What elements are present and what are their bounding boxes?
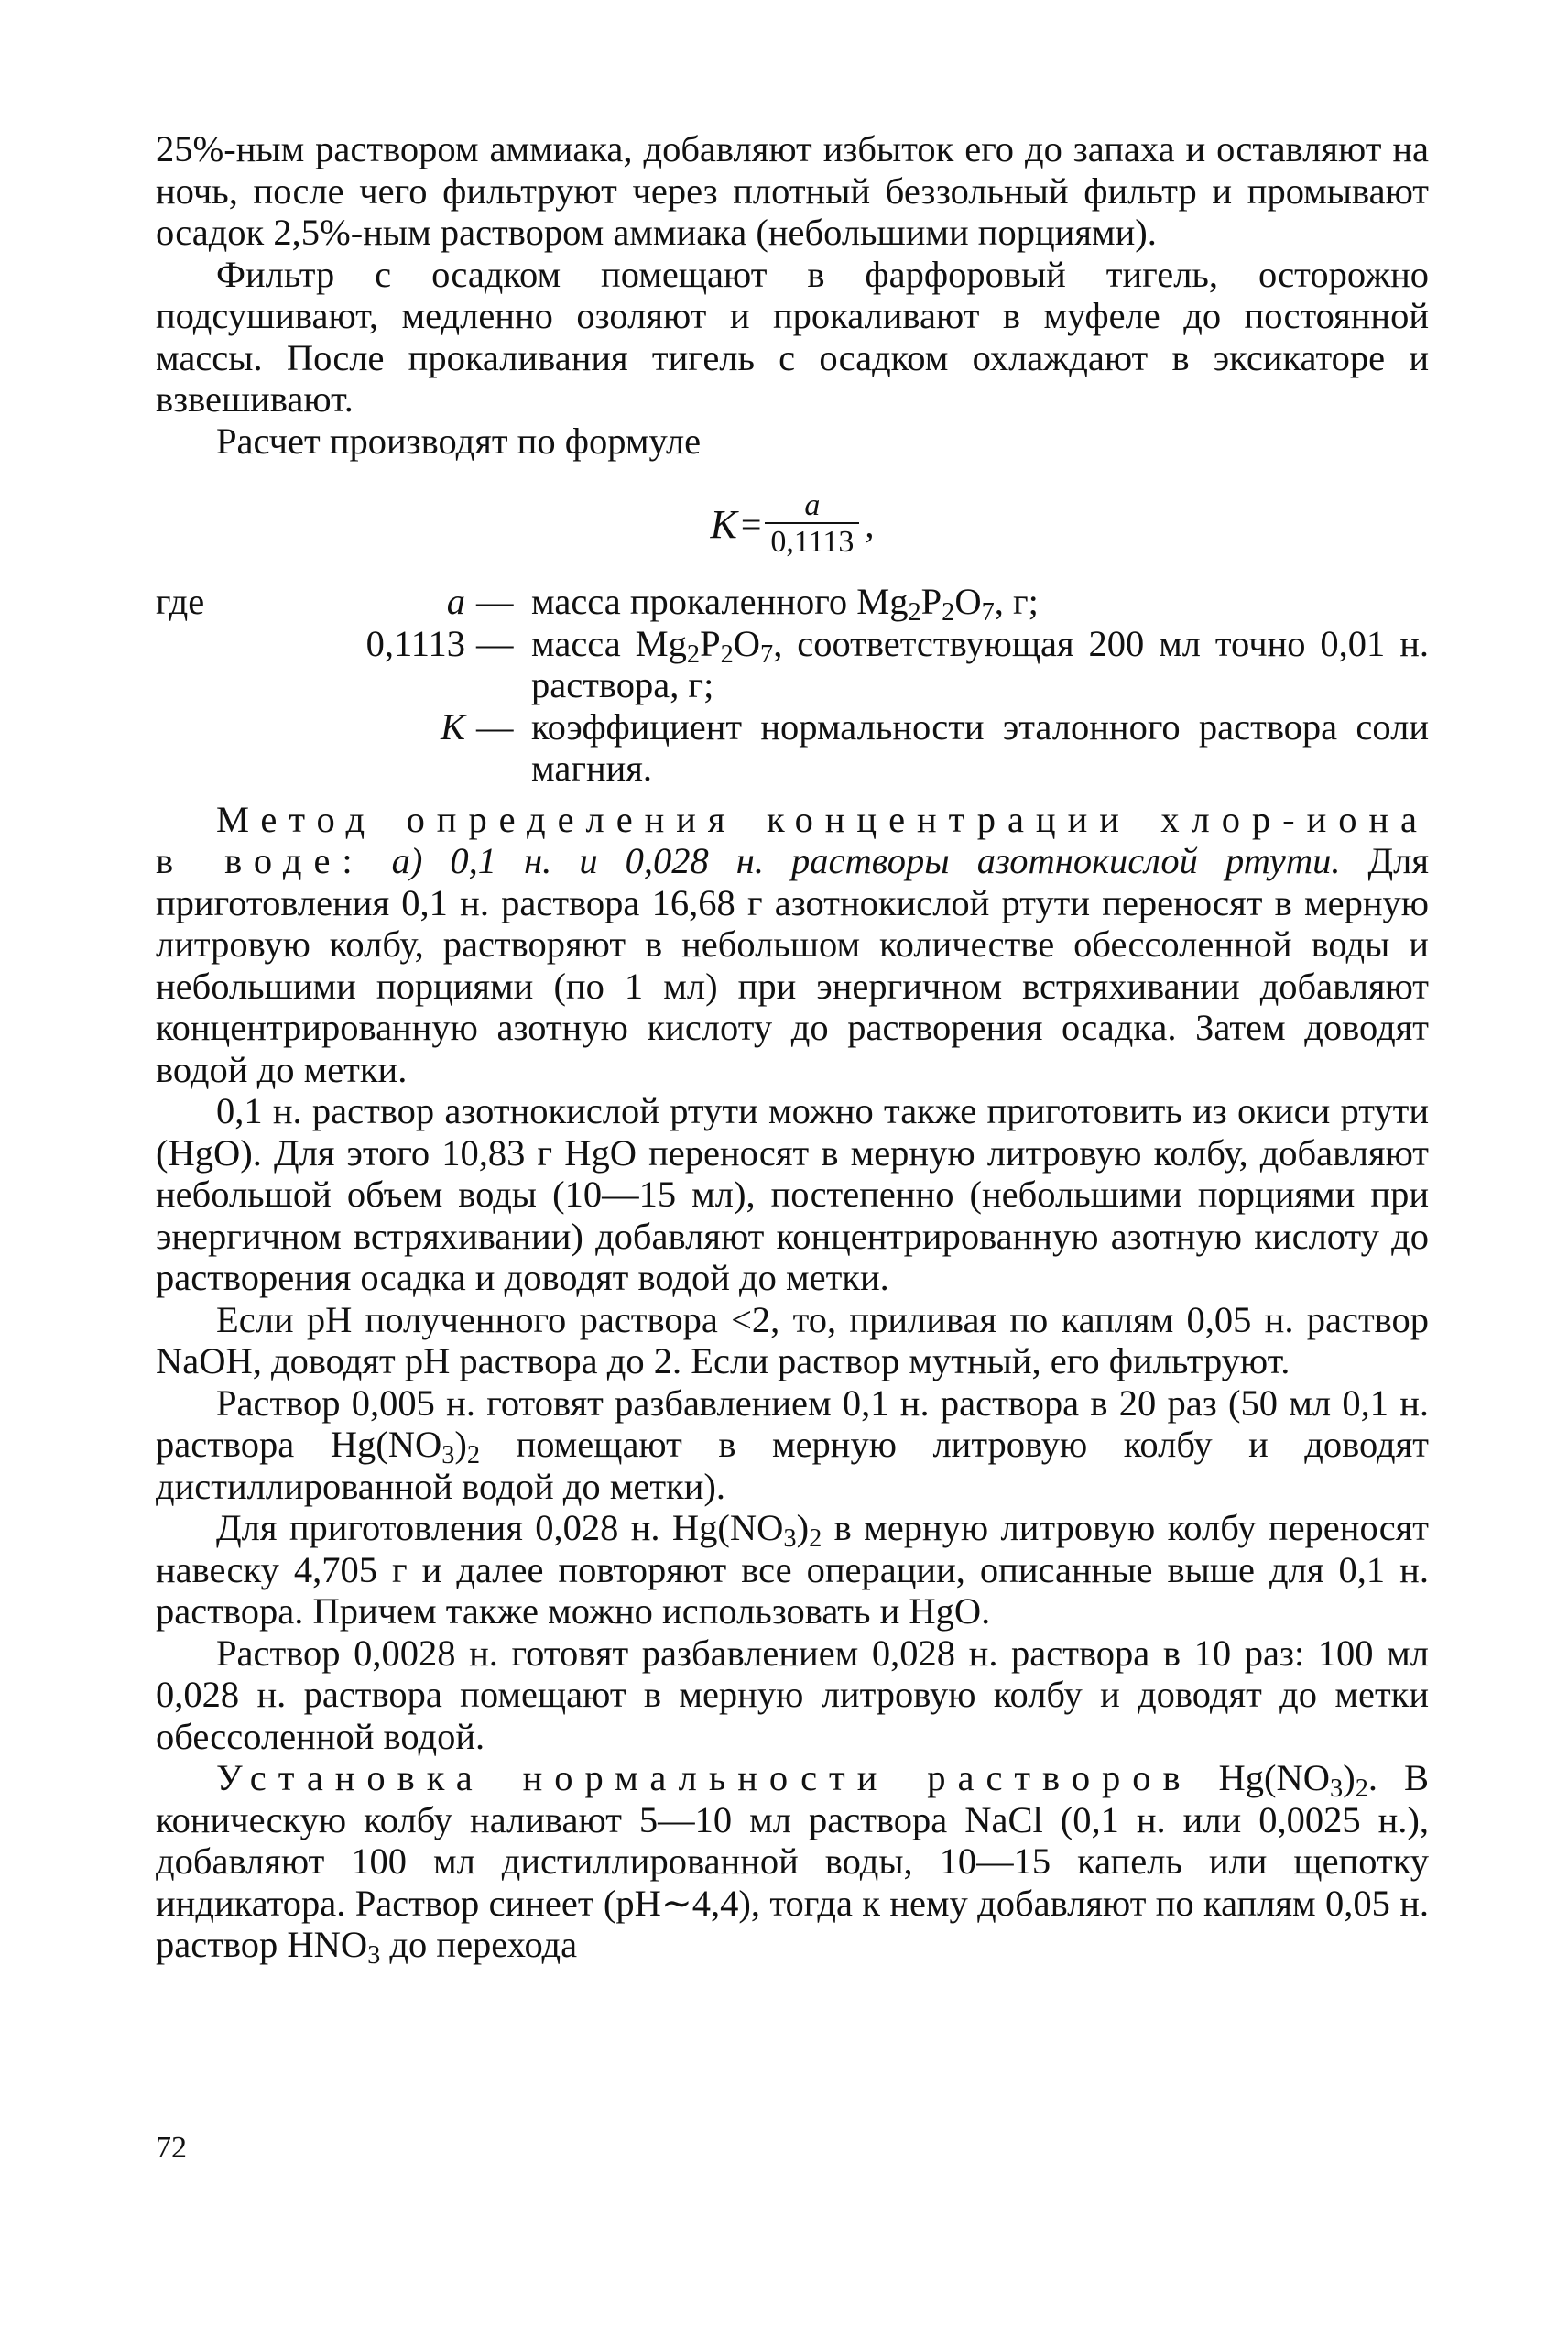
formula-comma: , bbox=[865, 504, 875, 546]
paragraph-ph: Если pH полученного раствора <2, то, приливая по каплям 0,05 н. раствор NaOH, доводят pH раствора до 2. Если раствор мутный, его фильтруют. bbox=[156, 1298, 1429, 1381]
definition-desc: масса прокаленного $Mg_2P_2O_7$, г; bbox=[531, 581, 1039, 628]
page-number: 72 bbox=[156, 2131, 187, 2165]
definition-term: K bbox=[440, 705, 465, 748]
section-heading: Установка нормальности растворов bbox=[216, 1757, 1192, 1798]
definition-desc: масса $Mg_2P_2O_7$, соответствующая 200 мл точно 0,01 н. раствора, г; bbox=[531, 622, 1429, 705]
paragraph-0028: Для приготовления 0,028 н. $Hg(NO_3)_2$ в мерную литровую колбу переносят навеску 4,705 г и далее повторяют все операции, описанные выше для 0,1 н. раствора. Причем также можно использовать и HgO. bbox=[156, 1507, 1430, 1632]
paragraph-2: Фильтр с осадком помещают в фарфоровый тигель, осторожно подсушивают, медленно озоляют и прокаливают в муфеле до постоянной массы. После прокаливания тигель с осадком охлаждают в эксикаторе и взвешивают. bbox=[156, 253, 1429, 420]
definition-desc: коэффициент нормальности эталонного раствора соли магния. bbox=[531, 705, 1429, 789]
definition-dash: — bbox=[476, 622, 514, 664]
definition-k bbox=[156, 706, 1429, 790]
formula-lhs: K bbox=[710, 502, 737, 548]
section-chloride-method bbox=[156, 799, 1429, 1091]
paragraph-00028: Раствор 0,0028 н. готовят разбавлением 0,028 н. раствора в 10 раз: 100 мл 0,028 н. раствора помещают в мерную литровую колбу и доводят до метки обессоленной водой. bbox=[156, 1632, 1429, 1757]
page-body bbox=[156, 128, 1430, 1971]
definition-01113 bbox=[156, 623, 1429, 706]
formula-denominator: 0,1113 bbox=[765, 522, 859, 561]
paragraph-0005: Раствор 0,005 н. готовят разбавлением 0,1 н. раствора в 20 раз (50 мл 0,1 н. раствора $Hg(NO_3)_2$ помещают в мерную литровую колбу и доводят дистиллированной водой до метки). bbox=[156, 1381, 1429, 1507]
section-normality: Установка нормальности растворов $Hg(NO_3)_2$. В коническую колбу наливают 5—10 мл раствора NaCl (0,1 н. или 0,0025 н.), добавляют 100 мл дистиллированной воды, 10—15 капель или щепотку индикатора. Раствор синеет (pH∼4,4), тогда к нему добавляют по каплям 0,05 н. раствор $HNO_3$ до перехода bbox=[156, 1757, 1429, 1971]
where-label: где bbox=[156, 581, 205, 622]
formula-fraction bbox=[765, 489, 859, 561]
definition-a bbox=[156, 581, 1429, 628]
formula-k bbox=[156, 489, 1429, 561]
definition-term: 0,1113 bbox=[365, 622, 465, 664]
section-heading: Метод определения концентрации хлор-иона в воде: bbox=[156, 798, 1429, 881]
paragraph-3: Расчет производят по формуле bbox=[216, 420, 702, 462]
paragraph-1: 25%-ным раствором аммиака, добавляют избыток его до запаха и оставляют на ночь, после чего фильтруют через плотный беззольный фильтр и промывают осадок 2,5%-ным раствором аммиака (небольшими порциями). bbox=[156, 128, 1429, 253]
definition-dash: — bbox=[476, 705, 514, 748]
paragraph-hgo: 0,1 н. раствор азотнокислой ртути можно также приготовить из окиси ртути (HgO). Для этого 10,83 г HgO переносят в мерную литровую колбу, добавляют небольшой объем воды (10—15 мл), постепенно (небольшими порциями при энергичном встряхивании) добавляют концентрированную азотную кислоту до растворения осадка и доводят водой до метки. bbox=[156, 1090, 1429, 1298]
formula-equals: = bbox=[740, 504, 762, 546]
section-text: Для приготовления 0,1 н. раствора 16,68 г азотнокислой ртути переносят в мерную литровую колбу, растворяют в небольшом количестве обессоленной воды и небольшими порциями (по 1 мл) при энергичном встряхивании добавляют концентрированную азотную кислоту до растворения осадка. Затем доводят водой до метки. bbox=[156, 840, 1430, 1090]
definition-term: a bbox=[446, 581, 465, 622]
section-subheading: а) 0,1 н. и 0,028 н. растворы азотнокислой ртути. bbox=[391, 840, 1341, 881]
formula-numerator: a bbox=[804, 488, 821, 522]
definition-list bbox=[156, 581, 1429, 790]
definition-dash: — bbox=[476, 581, 514, 622]
